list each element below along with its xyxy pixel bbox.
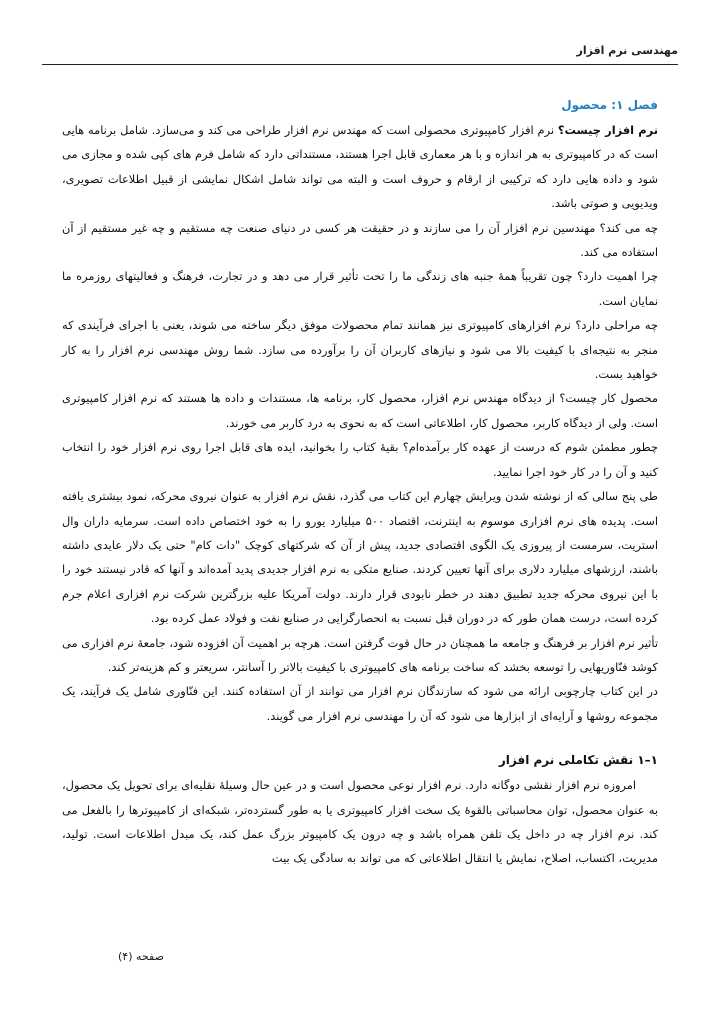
paragraph-five-years: طی پنج سالی که از نوشته شدن ویرایش چهارم این کتاب می گذرد، نقش نرم افزار به عنوان نیروی محرکه، نمود بیشتری یافته است. پدیده های نرم افزاری موسوم به اینترنت، اقتصاد ۵۰۰ میلیارد یورو را به خود اختصاص داده است. سرمایه داران وال استریت، سرمست از پیروزی یک الگوی اقتصادی جدید، پیش از آن که شرکتهای کوچک "دات کام" حتی یک دلار عایدی داشته باشند، ارزشهای میلیارد دلاری برای آنها تعیین کردند. صنایع متکی به نرم افزار جدیدی پدید آمده‌اند و آنها که قادر نیستند خود را با این نیروی محرکه جدید تطبیق دهند در خطر نابودی قرار دارند. دولت آمریکا علیه بزرگترین شرکت نرم افزاری اعلام جرم کرده است، درست همان طور که در دوران قبل نسبت به انحصارگرایی در صنایع نفت و فولاد عمل کرده بود. — [62, 489, 658, 626]
header-divider — [42, 64, 678, 65]
paragraph-what-steps: چه مراحلی دارد؟ نرم افزارهای کامپیوتری نیز همانند تمام محصولات موفق دیگر ساخته می شوند، یعنی با اجرای فرآیندی که منجر به نتیجه‌ای با کیفیت بالا می شود و نیازهای کاربران آن را برآورده می سازد. شما روش مهندسی نرم افزار را به کار خواهید بست. — [62, 318, 658, 382]
page-body — [62, 94, 658, 871]
paragraph-ensure-right: چطور مطمئن شوم که درست از عهده کار برآمده‌ام؟ بقیهٔ کتاب را بخوانید، ایده های قابل اجرا روی نرم افزار خود را انتخاب کنید و آن را در کار خود اجرا نمایید. — [62, 440, 658, 479]
section-title: ۱–۱ نقش تکاملی نرم افزار — [498, 753, 658, 768]
paragraph-lead: نرم افزار چیست؟ — [557, 123, 658, 137]
chapter-title: فصل ۱: محصول — [561, 98, 658, 112]
paragraph-text: نرم افزار کامپیوتری محصولی است که مهندس نرم افزار طراحی می کند و می‌سازد. شامل برنامه هایی است که در کامپیوتری به هر اندازه و با هر معماری قابل اجرا هستند، مستنداتی دارد که شامل فرم های کپی شده و مجازی می شود و داده هایی دارد که ترکیبی از ارقام و حروف است و البته می تواند شامل اشکال نمایشی از قبیل اطلاعات تصویری، ویدیویی و صوتی باشد. — [62, 123, 658, 211]
running-header: مهندسی نرم افزار — [576, 44, 678, 57]
paragraph-framework: در این کتاب چارچوبی ارائه می شود که سازندگان نرم افزار می توانند از آن استفاده کنند. این فنّاوری شامل یک فرآیند، یک مجموعه روشها و آرایه‌ای از ابزارها می شود که آن را مهندسی نرم افزار می گویند. — [62, 684, 658, 723]
paragraph-work-product: محصول کار چیست؟ از دیدگاه مهندس نرم افزار، محصول کار، برنامه ها، مستندات و داده ها هستند که نرم افزار کامپیوتری است. ولی از دیدگاه کاربر، محصول کار، اطلاعاتی است که به نحوی به درد کاربر می خورند. — [62, 391, 658, 430]
paragraph-impact: تأثیر نرم افزار بر فرهنگ و جامعه ما همچنان در حال قوت گرفتن است. هرچه بر اهمیت آن افزوده شود، جامعهٔ نرم افزاری می کوشد فنّاوریهایی را توسعه بخشد که ساخت برنامه های کامپیوتری با کیفیت بالاتر را آسانتر، سریعتر و کم هزینه‌تر کند. — [62, 635, 658, 674]
paragraph-why-important: چرا اهمیت دارد؟ چون تقریباً همهٔ جنبه های زندگی ما را تحت تأثیر قرار می دهد و در تجارت، فرهنگ و فعالیتهای روزمره ما نمایان است. — [62, 269, 658, 308]
paragraph-who-does-it: چه می کند؟ مهندسین نرم افزار آن را می سازند و در حقیقت هر کسی در دنیای صنعت چه مستقیم و چه غیر مستقیم از آن استفاده می کند. — [62, 220, 658, 260]
paragraph-dual-role: امروزه نرم افزار نقشی دوگانه دارد. نرم افزار نوعی محصول است و در عین حال وسیلهٔ نقلیه‌ای برای تحویل یک محصول، به عنوان محصول، توان محاسباتی بالقوهٔ یک سخت افزار کامپیوتری یا به طور گسترده‌تر، شبکه‌ای از کامپیوترها را بالفعل می کند. نرم افزار چه در داخل یک تلفن همراه باشد و چه درون یک کامپیوتر بزرگ عمل کند، یک مبدل اطلاعات است. تولید، مدیریت، اکتساب، اصلاح، نمایش یا انتقال اطلاعاتی که می تواند به سادگی یک بیت — [62, 778, 658, 866]
page-number: صفحه (۴) — [118, 950, 164, 963]
paragraph-what-is-software — [62, 118, 658, 216]
